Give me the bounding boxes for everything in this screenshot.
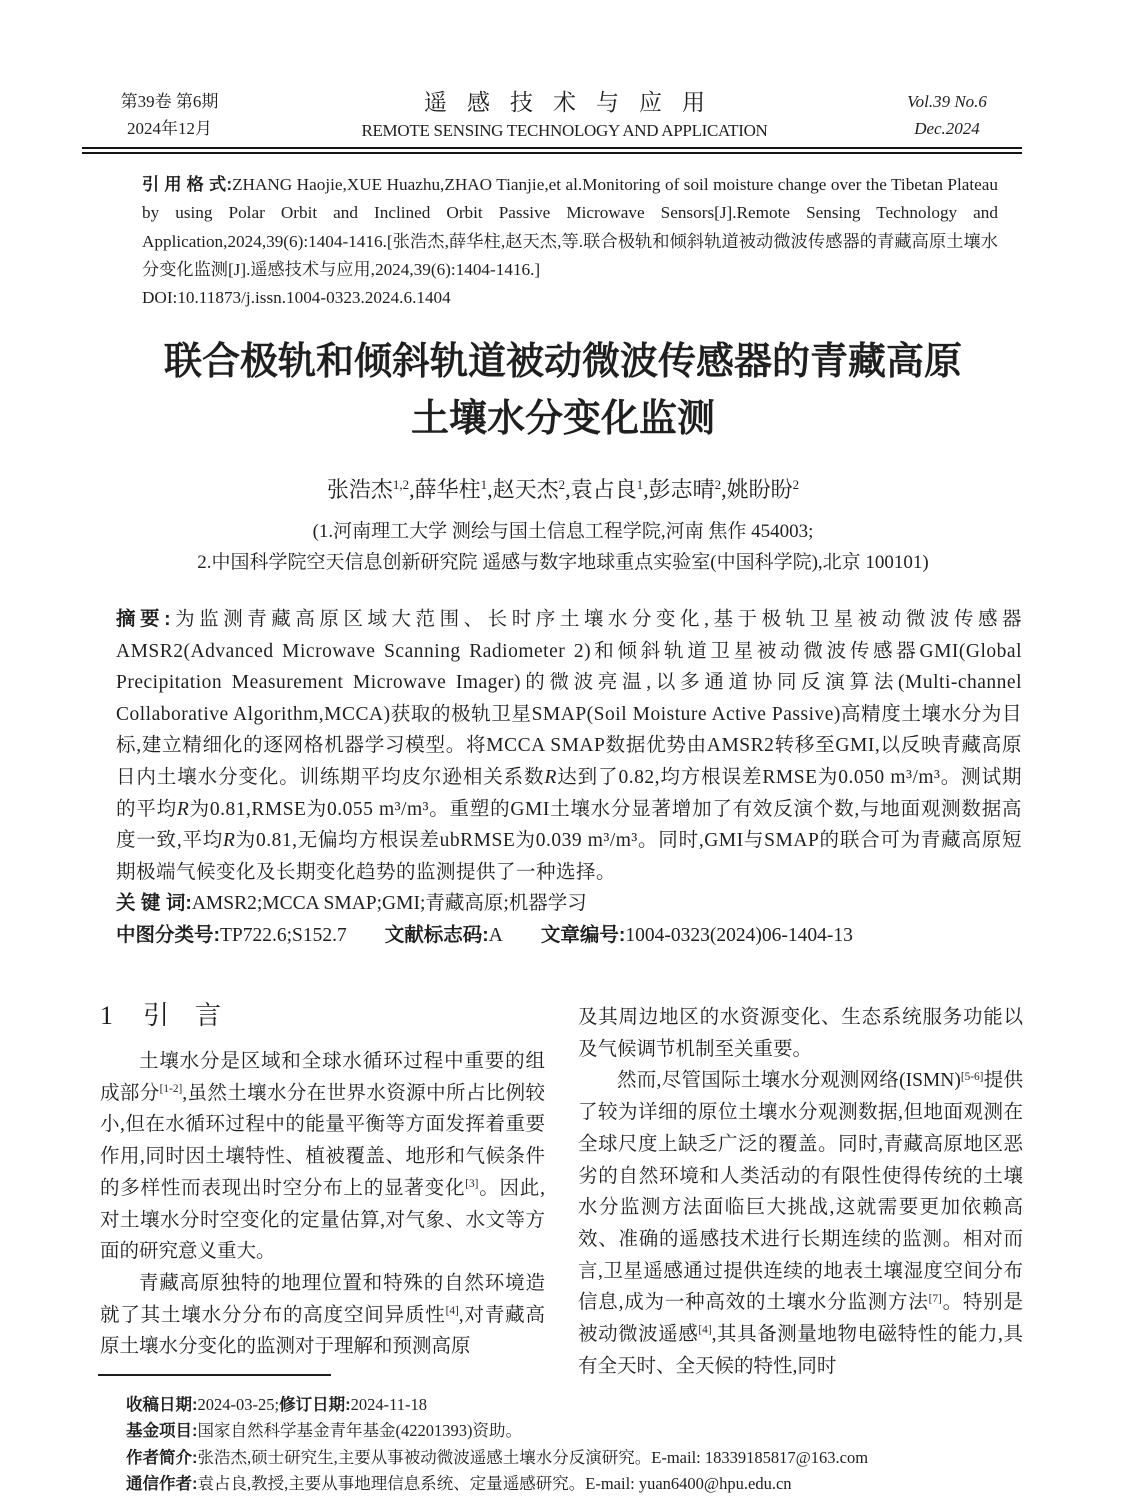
keywords-line [116,888,1022,920]
body-paragraph: 土壤水分是区域和全球水循环过程中重要的组成部分[1-2],虽然土壤水分在世界水资源中所占比例较小,但在水循环过程中的能量平衡等方面发挥着重要作用,同时因土壤特性、植被覆盖、地形和气候条件的多样性而表现出时空分布上的显著变化[3]。因此,对土壤水分时空变化的定量估算,对气象、水文等方面的研究意义重大。 [100,1051,545,1263]
clc-label: 中图分类号: [116,923,220,946]
footnote-block [126,1392,1018,1498]
date-cn: 2024年12月 [127,119,212,138]
body-paragraph: 青藏高原独特的地理位置和特殊的自然环境造就了其土壤水分分布的高度空间异质性[4],对青藏高原土壤水分变化的监测对于理解和预测高原 [100,1272,545,1358]
journal-name-en: REMOTE SENSING TECHNOLOGY AND APPLICATION [361,121,768,140]
section-title: 引 言 [143,1001,222,1030]
article-id-value: 1004-0323(2024)06-1404-13 [625,924,853,946]
masthead-center [257,88,872,143]
journal-name-cn: 遥感技术与应用 [424,90,725,115]
doc-code-value: A [488,924,503,946]
authors-line: 张浩杰$^{1,2}$,薛华柱$^1$,赵天杰$^2$,袁占良$^1$,彭志晴$^2$,姚盼盼$^2$ [326,477,800,502]
doc-code-label: 文献标志码: [384,923,489,946]
footnote-line-received: 收稿日期:2024-03-25;修订日期:2024-11-18 [126,1395,427,1414]
keywords-text: AMSR2;MCCA SMAP;GMI;青藏高原;机器学习 [191,893,587,915]
masthead [82,88,1022,143]
article-title-line1: 联合极轨和倾斜轨道被动微波传感器的青藏高原 [163,341,962,383]
abstract-block [116,604,1022,952]
article-id-label: 文章编号: [540,923,626,946]
article-title [60,334,1066,448]
footnote-line-corresponding: 通信作者:袁占良,教授,主要从事地理信息系统、定量遥感研究。E-mail: yuan6400@hpu.edu.cn [126,1474,792,1494]
clc-value: TP722.6;S152.7 [220,924,347,946]
section-1-heading [100,999,221,1033]
right-column [578,1002,1023,1382]
footnote-line-bio: 作者简介:张浩杰,硕士研究生,主要从事被动微波遥感土壤水分反演研究。E-mail: 18339185817@163.com [126,1447,869,1467]
citation-block: 引 用 格 式:ZHANG Haojie,XUE Huazhu,ZHAO Tianjie,et al.Monitoring of soil moisture change over the Tibetan Plateau by using Polar Orbit and Inclined Orbit Passive Microwave Sensors[J].Remote Sensing Technology and Application,2024,39(6):1404-1416.[张浩杰,薛华柱,赵天杰,等.联合极轨和倾斜轨道被动微波传感器的青藏高原土壤水分变化监测[J].遥感技术与应用,2024,39(6):1404-1416.] [142,174,998,280]
footnote-line-fund: 基金项目:国家自然科学基金青年基金(42201393)资助。 [126,1421,522,1441]
affiliation-line2: 2.中国科学院空天信息创新研究院 遥感与数字地球重点实验室(中国科学院),北京 100101) [197,552,929,573]
masthead-left [82,88,257,142]
classification-line [116,920,1022,952]
masthead-right [872,88,1022,142]
section-number: 1 [100,1001,113,1030]
date-en: Dec.2024 [914,119,980,138]
affiliation-line1: (1.河南理工大学 测绘与国土信息工程学院,河南 焦作 454003; [312,521,814,542]
article-title-line2: 土壤水分变化监测 [410,398,715,440]
body-paragraph: 及其周边地区的水资源变化、生态系统服务功能以及气候调节机制至关重要。 [578,1007,1023,1060]
affiliations [0,516,1126,578]
footnote-rule [98,1374,331,1376]
abstract-paragraph: 摘要:为监测青藏高原区域大范围、长时序土壤水分变化,基于极轨卫星被动微波传感器AMSR2(Advanced Microwave Scanning Radiometer 2)和倾斜轨道卫星被动微波传感器GMI(Global Precipitation Measurement Microwave Imager)的微波亮温,以多通道协同反演算法(Multi-channel Collaborative Algorithm,MCCA)获取的极轨卫星SMAP(Soil Moisture Active Passive)高精度土壤水分为目标,建立精细化的逐网格机器学习模型。将MCCA SMAP数据优势由AMSR2转移至GMI,以反映青藏高原日内土壤水分变化。训练期平均皮尔逊相关系数R达到了0.82,均方根误差RMSE为0.050 m³/m³。测试期的平均R为0.81,RMSE为0.055 m³/m³。重塑的GMI土壤水分显著增加了有效反演个数,与地面观测数据高度一致,平均R为0.81,无偏均方根误差ubRMSE为0.039 m³/m³。同时,GMI与SMAP的联合可为青藏高原短期极端气候变化及长期变化趋势的监测提供了一种选择。 [116,608,1022,883]
left-column [100,1046,545,1363]
doi-line: DOI:10.11873/j.issn.1004-0323.2024.6.1404 [142,288,451,307]
body-paragraph: 然而,尽管国际土壤水分观测网络(ISMN)[5-6]提供了较为详细的原位土壤水分观测数据,但地面观测在全球尺度上缺乏广泛的覆盖。同时,青藏高原地区恶劣的自然环境和人类活动的有限性使得传统的土壤水分监测方法面临巨大挑战,这就需要更加依赖高效、准确的遥感技术进行长期连续的监测。相对而言,卫星遥感通过提供连续的地表土壤湿度空间分布信息,成为一种高效的土壤水分监测方法[7]。特别是被动微波遥感[4],其具备测量地物电磁特性的能力,具有全天时、全天候的特性,同时 [578,1070,1023,1377]
header-double-rule [82,147,1022,154]
keywords-label: 关 键 词: [116,892,192,915]
volume-issue-en: Vol.39 No.6 [907,92,987,111]
volume-issue-cn: 第39卷 第6期 [120,92,219,111]
